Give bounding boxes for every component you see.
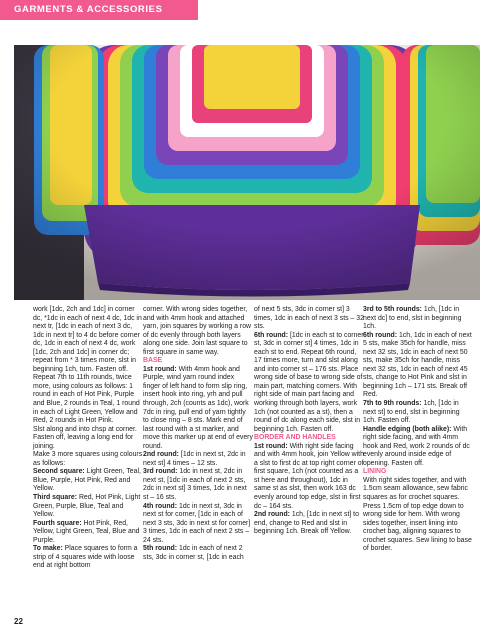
instruction-text: Place squares to form a strip of 4 squares wide with loose end at right bottom [33,545,138,570]
body-paragraph: With right sides together, and with 1.5cm seam allowance, sew fabric squares as for crochet squares. Press 1.5cm of top edge down to wrong side for hem. With wrong sides together, insert lining into crochet bag, aligning squares to crochet squares. Sew lining to base of border. [363,476,472,553]
instruction-text: [1dc in each st to corner st, 3dc in corner st] 4 times, 1dc in each st to end. Repeat 6th round, 17 times more, turn and slst along and into corner st – 176 sts. Place wrong side of base to wrong side of main part, matching corners. With right side of main part facing and working through both layers, work 1ch (not counted as a st), then a round of dc along each side, slst in beginning 1ch. Fasten off. [254,331,364,433]
instruction-text: With right side facing, and with 4mm hook and Red, work 2 rounds of dc evenly around inside edge of opening. Fasten off. [363,425,470,467]
instruction-paragraph [143,545,253,562]
section-banner: GARMENTS & ACCESSORIES [0,0,198,20]
instruction-paragraph [363,332,473,400]
instruction-lead: 3rd to 5th rounds: [363,306,422,313]
instruction-paragraph [33,494,143,520]
instruction-paragraph [33,468,143,494]
instruction-text: 1ch, [1dc in next st] to end, change to Red and slst in beginning 1ch. Break off Yellow. [254,511,359,536]
instruction-text: With right side facing and with 4mm hook, join Yellow with a slst to first dc at top right corner of first square, 1ch (not counted as a st here and throughout), 1dc in same st as slst, then work 163 dc evenly around top edge, slst in first dc – 164 sts. [254,442,364,510]
instruction-text: 1dc in next st, 2dc in next st, [1dc in each of next 2 sts, 2dc in next st] 3 times, 1dc in next st – 16 sts. [143,468,247,502]
instruction-lead: 5th round: [143,545,178,553]
instruction-paragraph [143,503,253,546]
instruction-lead: 6th round: [363,331,398,339]
section-subheading: LINING [363,468,387,476]
instruction-text: Red, Hot Pink, Light Green, Purple, Blue, Teal and Yellow. [33,494,141,519]
body-paragraph: work [1dc, 2ch and 1dc] in corner dc, *1dc in each of next 4 dc, 1dc in next tr, [1dc in each of next 3 dc, 1dc in next tr] to 4 dc before corner dc, 1dc in each of next 4 dc, work [1dc, 2ch and 1dc] in corner dc; repeat from * 3 times more, slst in beginning 1ch, turn. Fasten off. [33,306,142,373]
body-paragraph: Make 3 more squares using colours as follows: [33,451,143,467]
instruction-lead: 3rd round: [143,468,178,476]
instruction-lead: Fourth square: [33,519,82,527]
instruction-paragraph [33,545,143,571]
instruction-paragraph [363,400,473,426]
bag-photo [14,45,480,300]
body-paragraph: corner. With wrong sides together, and with 4mm hook and attached yarn, join squares by working a row of dc evenly through both layers along one side. Join last square to first square in same way. [143,306,252,356]
instruction-lead: 7th to 9th rounds: [363,400,422,408]
instruction-lead: Handle edging (both alike): [363,425,452,433]
instruction-text: Hot Pink, Red, Yellow, Light Green, Teal, Blue and Purple. [33,519,140,544]
instruction-text: 1ch, [1dc in next st] to end, slst in beginning 1ch. Fasten off. [363,400,460,425]
section-subheading: BORDER AND HANDLES [254,434,336,442]
instruction-text: [1dc in next st, 2dc in next st] 4 times – 12 sts. [143,451,246,467]
instruction-text: With 4mm hook and Purple, wind yarn round index finger of left hand to form slip ring, insert hook into ring, yrh and pull through, 2ch (counts as 1dc), work 7dc in ring, pull end of yarn tightly to close ring – 8 sts. Mark end of last round with a st marker, and move this marker up at end of every round. [143,365,253,450]
instruction-text: 1dc in each of next 2 sts, 3dc in corner st, [1dc in each [143,545,244,561]
instruction-text: Light Green, Teal, Blue, Purple, Hot Pink, Red and Yellow. [33,468,141,493]
instruction-lead: 6th round: [254,331,289,339]
instruction-lead: Second square: [33,468,85,476]
body-paragraph: of next 5 sts, 3dc in corner st] 3 times, 1dc in each of next 3 sts – 32 sts. [254,306,364,331]
body-paragraph: Repeat 7th to 11th rounds, twice more, using colours as follows: 1 round in each of Hot Pink, Purple and Blue, 2 rounds in Teal, 1 round in each of Light Green, Yellow and Red, 2 rounds in Hot Pink. [33,374,140,425]
instruction-text: 1ch, [1dc in next dc] to end, slst in beginning 1ch. [363,306,462,331]
instruction-paragraph [254,511,364,537]
instruction-lead: To make: [33,545,63,553]
body-paragraph: Slst along and into chsp at corner. Fasten off, leaving a long end for joining. [33,425,137,450]
instruction-paragraph [143,366,253,451]
instruction-lead: 1st round: [143,365,177,373]
instruction-text: 1ch, 1dc in each of next 5 sts, make 35ch for handle, miss next 32 sts, 1dc in each of next 50 sts, make 35ch for handle, miss next 32 sts, 1dc in each of next 45 sts, change to Hot Pink and slst in beginning 1ch – 171 sts. Break off Red. [363,331,472,399]
instruction-paragraph [143,451,253,468]
instruction-paragraph [254,443,364,511]
article-column-3 [254,306,364,537]
instruction-lead: 2nd round: [254,511,290,519]
instruction-paragraph [33,520,143,546]
instruction-paragraph [363,306,473,332]
instruction-paragraph [363,426,473,469]
article-column-2 [143,306,253,562]
page-number: 22 [14,617,23,626]
section-subheading: BASE [143,357,163,365]
instruction-paragraph [254,332,364,435]
article-column-1 [33,306,143,571]
instruction-lead: 4th round: [143,502,178,510]
instruction-lead: Third square: [33,494,78,502]
instruction-lead: 2nd round: [143,451,179,459]
instruction-paragraph [143,468,253,502]
instruction-text: 1dc in next st, 3dc in next st for corner, [1dc in each of next 3 sts, 3dc in next st for corner] 3 times, 1dc in each of next 2 sts – 24 sts. [143,502,251,544]
article-column-4 [363,306,473,554]
instruction-lead: 1st round: [254,442,288,450]
